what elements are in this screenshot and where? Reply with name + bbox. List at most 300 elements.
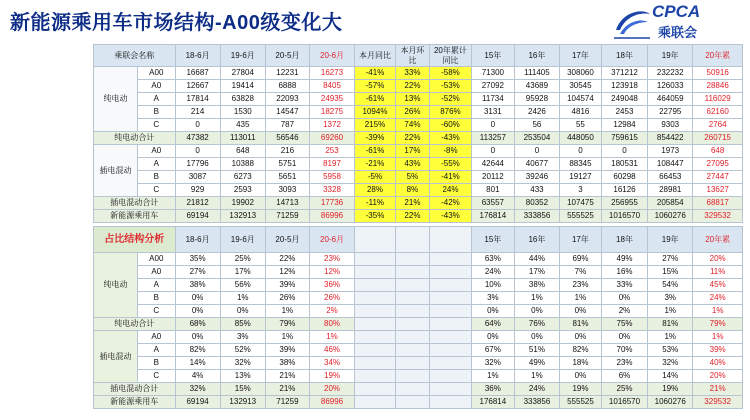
table-cell: 17796 bbox=[175, 158, 220, 171]
table-row bbox=[94, 266, 743, 279]
empty-cell bbox=[430, 357, 472, 370]
table-cell: 71300 bbox=[471, 67, 514, 80]
table-row bbox=[94, 145, 743, 158]
table-cell: 21% bbox=[693, 383, 743, 396]
empty-cell bbox=[355, 383, 396, 396]
table-cell: 53% bbox=[648, 344, 693, 357]
table-cell: 8197 bbox=[309, 158, 354, 171]
table-cell: 214 bbox=[175, 106, 220, 119]
table-cell: 74% bbox=[395, 119, 429, 132]
table-cell: 22093 bbox=[265, 93, 309, 106]
group-label: 插电混动 bbox=[94, 331, 138, 383]
table-cell: 0 bbox=[471, 119, 514, 132]
table-total-row bbox=[94, 132, 743, 145]
table-cell: 47382 bbox=[175, 132, 220, 145]
table-cell: -60% bbox=[430, 119, 472, 132]
table-cell: 12984 bbox=[601, 119, 647, 132]
table-cell: -43% bbox=[430, 210, 472, 223]
empty-cell bbox=[430, 370, 472, 383]
table-cell: 215% bbox=[355, 119, 396, 132]
table-cell: 19% bbox=[648, 383, 693, 396]
table-cell: 12231 bbox=[265, 67, 309, 80]
empty-cell bbox=[395, 227, 429, 253]
table-cell: 2764 bbox=[693, 119, 743, 132]
table-cell: 14713 bbox=[265, 197, 309, 210]
table-cell: 0% bbox=[175, 305, 220, 318]
table-cell: 256955 bbox=[601, 197, 647, 210]
segment-label: C bbox=[138, 305, 175, 318]
group-label: 纯电动 bbox=[94, 253, 138, 318]
table-cell: 55 bbox=[560, 119, 602, 132]
header-cell: 19-6月 bbox=[220, 227, 265, 253]
table-cell: 111405 bbox=[514, 67, 559, 80]
empty-cell bbox=[430, 344, 472, 357]
total-label: 新能源乘用车 bbox=[94, 210, 176, 223]
table-cell: 132913 bbox=[220, 396, 265, 409]
segment-label: B bbox=[138, 292, 175, 305]
header-cell: 20-5月 bbox=[265, 227, 309, 253]
table-header-row bbox=[94, 227, 743, 253]
table-cell: 81% bbox=[560, 318, 602, 331]
table-cell: 5958 bbox=[309, 171, 354, 184]
table-cell: 4% bbox=[175, 370, 220, 383]
header-cell: 19-6月 bbox=[220, 45, 265, 67]
table-cell: 107475 bbox=[560, 197, 602, 210]
table-cell: 51% bbox=[514, 344, 559, 357]
table-cell: 1372 bbox=[309, 119, 354, 132]
table-cell: 113257 bbox=[471, 132, 514, 145]
table-header-row bbox=[94, 45, 743, 67]
header-cell: 17年 bbox=[560, 227, 602, 253]
table-cell: -8% bbox=[430, 145, 472, 158]
empty-cell bbox=[430, 266, 472, 279]
table-cell: 21% bbox=[265, 370, 309, 383]
table-cell: 71259 bbox=[265, 396, 309, 409]
table-cell: 1973 bbox=[648, 145, 693, 158]
table-cell: 0 bbox=[471, 145, 514, 158]
table-cell: 18% bbox=[560, 357, 602, 370]
total-label: 纯电动合计 bbox=[94, 132, 176, 145]
empty-cell bbox=[395, 279, 429, 292]
table-cell: 253504 bbox=[514, 132, 559, 145]
table-cell: 1060276 bbox=[648, 210, 693, 223]
empty-cell bbox=[355, 305, 396, 318]
table-cell: 16273 bbox=[309, 67, 354, 80]
table-cell: 16687 bbox=[175, 67, 220, 80]
logo-brand-cn: 乘联会 bbox=[658, 25, 698, 40]
empty-cell bbox=[395, 383, 429, 396]
table-cell: 113011 bbox=[220, 132, 265, 145]
table-cell: 27% bbox=[175, 266, 220, 279]
table-cell: 76% bbox=[514, 318, 559, 331]
table-cell: 69194 bbox=[175, 396, 220, 409]
table-cell: -11% bbox=[355, 197, 396, 210]
table-cell: 56% bbox=[220, 279, 265, 292]
table-cell: 43689 bbox=[514, 80, 559, 93]
segment-label: A00 bbox=[138, 67, 175, 80]
table-cell: 20% bbox=[309, 383, 354, 396]
table-cell: 126033 bbox=[648, 80, 693, 93]
table-cell: 0 bbox=[175, 119, 220, 132]
table-cell: 17736 bbox=[309, 197, 354, 210]
table-row bbox=[94, 67, 743, 80]
table-cell: 205854 bbox=[648, 197, 693, 210]
table-cell: 801 bbox=[471, 184, 514, 197]
table-cell: 876% bbox=[430, 106, 472, 119]
header-cell: 乘联会名称 bbox=[94, 45, 176, 67]
table-cell: 104574 bbox=[560, 93, 602, 106]
table-cell: 1% bbox=[471, 370, 514, 383]
segment-label: A bbox=[138, 344, 175, 357]
table-row bbox=[94, 119, 743, 132]
table-row bbox=[94, 344, 743, 357]
table-cell: 0% bbox=[175, 292, 220, 305]
table-cell: -41% bbox=[430, 171, 472, 184]
table-cell: 21% bbox=[395, 197, 429, 210]
table-cell: 15% bbox=[220, 383, 265, 396]
table-cell: 25% bbox=[601, 383, 647, 396]
table-cell: 33% bbox=[395, 67, 429, 80]
table-cell: 27447 bbox=[693, 171, 743, 184]
table-cell: 1% bbox=[265, 305, 309, 318]
table-cell: 260715 bbox=[693, 132, 743, 145]
empty-cell bbox=[395, 396, 429, 409]
table-cell: 71259 bbox=[265, 210, 309, 223]
table-cell: 329532 bbox=[693, 210, 743, 223]
header-cell: 19年 bbox=[648, 227, 693, 253]
empty-cell bbox=[355, 357, 396, 370]
table-cell: 433 bbox=[514, 184, 559, 197]
header-cell: 20年累 bbox=[693, 45, 743, 67]
table-cell: 0% bbox=[560, 370, 602, 383]
table-cell: 10388 bbox=[220, 158, 265, 171]
table-cell: 45% bbox=[693, 279, 743, 292]
segment-label: B bbox=[138, 171, 175, 184]
total-label: 新能源乘用车 bbox=[94, 396, 176, 409]
table-cell: 28% bbox=[355, 184, 396, 197]
table-cell: 1530 bbox=[220, 106, 265, 119]
table-cell: 4816 bbox=[560, 106, 602, 119]
table-cell: 36% bbox=[309, 279, 354, 292]
table-cell: 75% bbox=[601, 318, 647, 331]
table-cell: 1% bbox=[693, 331, 743, 344]
table-cell: 123918 bbox=[601, 80, 647, 93]
table-cell: 0% bbox=[175, 331, 220, 344]
table-cell: 38% bbox=[514, 279, 559, 292]
table-cell: 56 bbox=[514, 119, 559, 132]
table-cell: 66453 bbox=[648, 171, 693, 184]
table-cell: 17814 bbox=[175, 93, 220, 106]
table-cell: 12% bbox=[265, 266, 309, 279]
table-total-row bbox=[94, 383, 743, 396]
table-cell: 62160 bbox=[693, 106, 743, 119]
table-row bbox=[94, 357, 743, 370]
table-cell: 44% bbox=[514, 253, 559, 266]
segment-label: A00 bbox=[138, 253, 175, 266]
table-cell: 0% bbox=[471, 331, 514, 344]
table-cell: -61% bbox=[355, 145, 396, 158]
table-cell: 0% bbox=[220, 305, 265, 318]
header-cell: 16年 bbox=[514, 45, 559, 67]
empty-cell bbox=[430, 305, 472, 318]
table-cell: 27804 bbox=[220, 67, 265, 80]
segment-label: A0 bbox=[138, 266, 175, 279]
cpca-logo bbox=[610, 2, 742, 42]
empty-cell bbox=[395, 370, 429, 383]
table-cell: 13% bbox=[220, 370, 265, 383]
table-cell: 14% bbox=[648, 370, 693, 383]
table-cell: 0% bbox=[514, 305, 559, 318]
table-cell: 22% bbox=[395, 132, 429, 145]
empty-cell bbox=[395, 266, 429, 279]
table-cell: 3328 bbox=[309, 184, 354, 197]
table-cell: 6273 bbox=[220, 171, 265, 184]
table-cell: 95928 bbox=[514, 93, 559, 106]
table-cell: 22795 bbox=[648, 106, 693, 119]
header-cell: 18-6月 bbox=[175, 45, 220, 67]
table-cell: 39246 bbox=[514, 171, 559, 184]
empty-cell bbox=[395, 357, 429, 370]
table-row bbox=[94, 331, 743, 344]
table-cell: 23% bbox=[309, 253, 354, 266]
table-cell: 5751 bbox=[265, 158, 309, 171]
table-cell: 0 bbox=[560, 145, 602, 158]
table-total-row bbox=[94, 210, 743, 223]
table-cell: 27092 bbox=[471, 80, 514, 93]
empty-cell bbox=[355, 396, 396, 409]
empty-cell bbox=[355, 292, 396, 305]
header-cell: 20-6月 bbox=[309, 227, 354, 253]
group-label: 纯电动 bbox=[94, 67, 138, 132]
table-cell: 24% bbox=[430, 184, 472, 197]
table-cell: 5651 bbox=[265, 171, 309, 184]
header-cell: 20年累 bbox=[693, 227, 743, 253]
segment-label: A0 bbox=[138, 331, 175, 344]
empty-cell bbox=[430, 227, 472, 253]
table-cell: -52% bbox=[430, 93, 472, 106]
empty-cell bbox=[430, 396, 472, 409]
table-row bbox=[94, 253, 743, 266]
table-cell: 54% bbox=[648, 279, 693, 292]
table-cell: 63557 bbox=[471, 197, 514, 210]
table-cell: 18275 bbox=[309, 106, 354, 119]
table-total-row bbox=[94, 197, 743, 210]
table-cell: 16% bbox=[601, 266, 647, 279]
table-cell: -41% bbox=[355, 67, 396, 80]
logo-brand: CPCA bbox=[652, 2, 701, 21]
table-cell: 0% bbox=[560, 331, 602, 344]
table-cell: 19% bbox=[309, 370, 354, 383]
table-cell: 88345 bbox=[560, 158, 602, 171]
table-cell: 19% bbox=[560, 383, 602, 396]
segment-label: A bbox=[138, 158, 175, 171]
table-cell: 3093 bbox=[265, 184, 309, 197]
segment-label: B bbox=[138, 106, 175, 119]
table-cell: 35% bbox=[175, 253, 220, 266]
table-cell: 43% bbox=[395, 158, 429, 171]
table-cell: 14547 bbox=[265, 106, 309, 119]
table-cell: 68% bbox=[175, 318, 220, 331]
table-row bbox=[94, 279, 743, 292]
table-cell: 3% bbox=[220, 331, 265, 344]
table-cell: 253 bbox=[309, 145, 354, 158]
group-label: 插电混动 bbox=[94, 145, 138, 197]
total-label: 插电混动合计 bbox=[94, 383, 176, 396]
header-cell: 18年 bbox=[601, 45, 647, 67]
header-cell: 本月环比 bbox=[395, 45, 429, 67]
page-title: 新能源乘用车市场结构-A00级变化大 bbox=[10, 12, 343, 34]
table-cell: 24% bbox=[693, 292, 743, 305]
table-cell: 308060 bbox=[560, 67, 602, 80]
table-cell: 929 bbox=[175, 184, 220, 197]
table-cell: 80352 bbox=[514, 197, 559, 210]
header-cell: 20年累计同比 bbox=[430, 45, 472, 67]
table-cell: 38% bbox=[175, 279, 220, 292]
table-cell: 63828 bbox=[220, 93, 265, 106]
segment-label: C bbox=[138, 184, 175, 197]
total-label: 插电混动合计 bbox=[94, 197, 176, 210]
table-cell: 26% bbox=[265, 292, 309, 305]
table-cell: 12667 bbox=[175, 80, 220, 93]
table-cell: 64% bbox=[471, 318, 514, 331]
table-cell: -39% bbox=[355, 132, 396, 145]
table-cell: 22% bbox=[395, 80, 429, 93]
table-cell: 10% bbox=[471, 279, 514, 292]
header-cell: 15年 bbox=[471, 45, 514, 67]
table-cell: 32% bbox=[648, 357, 693, 370]
table-cell: 0% bbox=[601, 331, 647, 344]
table-cell: 17% bbox=[514, 266, 559, 279]
table-cell: 56546 bbox=[265, 132, 309, 145]
table-row bbox=[94, 93, 743, 106]
header-cell: 18年 bbox=[601, 227, 647, 253]
table-cell: 0% bbox=[471, 305, 514, 318]
segment-label: B bbox=[138, 357, 175, 370]
table-cell: 0% bbox=[560, 305, 602, 318]
empty-cell bbox=[430, 331, 472, 344]
table-cell: 46% bbox=[309, 344, 354, 357]
table-cell: 3% bbox=[648, 292, 693, 305]
table-cell: 0 bbox=[601, 145, 647, 158]
table-cell: -5% bbox=[355, 171, 396, 184]
table-cell: 20% bbox=[693, 370, 743, 383]
table-cell: 555525 bbox=[560, 210, 602, 223]
table-row bbox=[94, 305, 743, 318]
table-cell: 26% bbox=[309, 292, 354, 305]
table-cell: 25% bbox=[220, 253, 265, 266]
table-cell: 17% bbox=[395, 145, 429, 158]
empty-cell bbox=[395, 344, 429, 357]
table-cell: 108447 bbox=[648, 158, 693, 171]
table-cell: 11% bbox=[693, 266, 743, 279]
table-cell: 86996 bbox=[309, 396, 354, 409]
table-cell: 34% bbox=[309, 357, 354, 370]
table-cell: 15% bbox=[648, 266, 693, 279]
table-cell: 16126 bbox=[601, 184, 647, 197]
table-cell: 49% bbox=[601, 253, 647, 266]
header-cell: 20-6月 bbox=[309, 45, 354, 67]
table-row bbox=[94, 292, 743, 305]
table-cell: 69% bbox=[560, 253, 602, 266]
table-cell: 0 bbox=[514, 145, 559, 158]
table-cell: 22% bbox=[395, 210, 429, 223]
table-cell: 5% bbox=[395, 171, 429, 184]
table-cell: -43% bbox=[430, 132, 472, 145]
table-cell: 0% bbox=[601, 292, 647, 305]
table-cell: 1016570 bbox=[601, 396, 647, 409]
table-cell: 8405 bbox=[309, 80, 354, 93]
table-cell: 1% bbox=[648, 305, 693, 318]
table-cell: 86996 bbox=[309, 210, 354, 223]
empty-cell bbox=[355, 266, 396, 279]
table-cell: 67% bbox=[471, 344, 514, 357]
table-cell: 116029 bbox=[693, 93, 743, 106]
table-cell: 1% bbox=[220, 292, 265, 305]
table-cell: 1% bbox=[265, 331, 309, 344]
table-cell: 27095 bbox=[693, 158, 743, 171]
table-cell: 50916 bbox=[693, 67, 743, 80]
header-cell: 本月同比 bbox=[355, 45, 396, 67]
table-cell: 32% bbox=[220, 357, 265, 370]
table-cell: 1% bbox=[309, 331, 354, 344]
empty-cell bbox=[355, 253, 396, 266]
table-cell: 21% bbox=[265, 383, 309, 396]
table-cell: 23% bbox=[601, 357, 647, 370]
header-cell: 19年 bbox=[648, 45, 693, 67]
segment-label: A bbox=[138, 279, 175, 292]
table-cell: 1094% bbox=[355, 106, 396, 119]
table-cell: 69260 bbox=[309, 132, 354, 145]
table-cell: 82% bbox=[560, 344, 602, 357]
table-cell: 1% bbox=[648, 331, 693, 344]
table-cell: -42% bbox=[430, 197, 472, 210]
table-cell: 2593 bbox=[220, 184, 265, 197]
segment-label: A bbox=[138, 93, 175, 106]
table-cell: 26% bbox=[395, 106, 429, 119]
table-cell: 0 bbox=[175, 145, 220, 158]
header-cell: 15年 bbox=[471, 227, 514, 253]
table-cell: 19414 bbox=[220, 80, 265, 93]
empty-cell bbox=[355, 344, 396, 357]
table-cell: -58% bbox=[430, 67, 472, 80]
segment-label: C bbox=[138, 370, 175, 383]
table-cell: 7% bbox=[560, 266, 602, 279]
table-cell: 21812 bbox=[175, 197, 220, 210]
table-cell: 787 bbox=[265, 119, 309, 132]
table-cell: 216 bbox=[265, 145, 309, 158]
empty-cell bbox=[395, 305, 429, 318]
empty-cell bbox=[430, 292, 472, 305]
table-cell: 464059 bbox=[648, 93, 693, 106]
table-cell: 3087 bbox=[175, 171, 220, 184]
table-cell: 33% bbox=[601, 279, 647, 292]
table-cell: 39% bbox=[265, 279, 309, 292]
section-title: 占比结构分析 bbox=[94, 227, 176, 253]
table-row bbox=[94, 80, 743, 93]
table-cell: 3131 bbox=[471, 106, 514, 119]
table-cell: 22% bbox=[265, 253, 309, 266]
volume-table bbox=[93, 44, 743, 223]
table-cell: 3 bbox=[560, 184, 602, 197]
table-cell: 249048 bbox=[601, 93, 647, 106]
table-cell: 180531 bbox=[601, 158, 647, 171]
table-cell: 1% bbox=[560, 292, 602, 305]
empty-cell bbox=[355, 318, 396, 331]
table-cell: 176814 bbox=[471, 396, 514, 409]
table-row bbox=[94, 370, 743, 383]
total-label: 纯电动合计 bbox=[94, 318, 176, 331]
table-cell: 17% bbox=[220, 266, 265, 279]
